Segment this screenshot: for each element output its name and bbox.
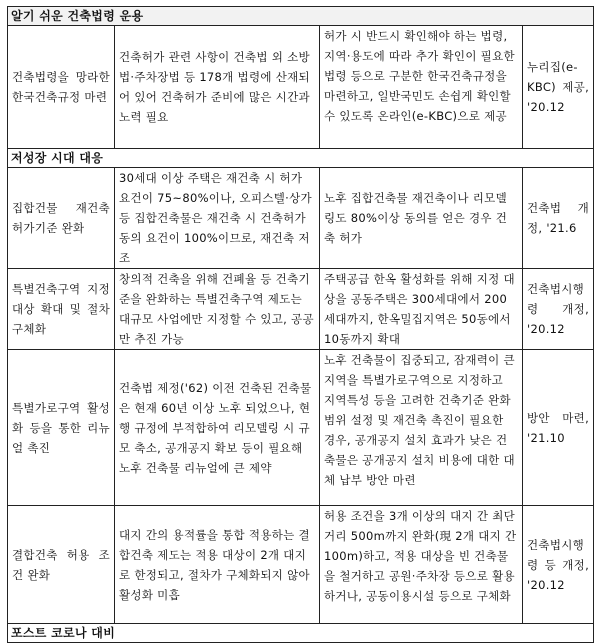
table-row bbox=[8, 26, 594, 149]
table-row bbox=[8, 506, 594, 624]
schedule-cell: 건축법 개정, '21.6 bbox=[523, 168, 594, 269]
schedule-cell: 방안 마련, '21.10 bbox=[523, 350, 594, 506]
task-cell: 특별건축구역 지정 대상 확대 및 절차 구체화 bbox=[8, 269, 115, 350]
problem-cell: 창의적 건축을 위해 건폐율 등 건축기준을 완화하는 특별건축구역 제도는 대규모 사업에만 지정할 수 있고, 공공만 추진 가능 bbox=[115, 269, 320, 350]
improvement-cell: 허가 시 반드시 확인해야 하는 법령, 지역·용도에 따라 추가 확인이 필요한 법령 등으로 구분한 한국건축규정을 마련하고, 일반국민도 손쉽게 확인할 수 있도록 온라인(e-KBC)으로 제공 bbox=[320, 26, 523, 149]
table-row bbox=[8, 350, 594, 506]
improvement-cell: 노후 집합건축물 재건축이나 리모델링도 80%이상 동의를 얻은 경우 건축 허가 bbox=[320, 168, 523, 269]
regulation-table bbox=[7, 6, 594, 643]
table-row bbox=[8, 168, 594, 269]
section-header-row bbox=[8, 7, 594, 26]
problem-cell: 30세대 이상 주택은 재건축 시 허가 요건이 75~80%이나, 오피스텔·상가 등 집합건축물은 재건축 시 건축허가 동의 요건이 100%이므로, 재건축 저조 bbox=[115, 168, 320, 269]
section-header-row bbox=[8, 624, 594, 643]
task-cell: 특별가로구역 활성화 등을 통한 리뉴얼 촉진 bbox=[8, 350, 115, 506]
section-header-row bbox=[8, 149, 594, 168]
table-row bbox=[8, 269, 594, 350]
section-title: 알기 쉬운 건축법령 운용 bbox=[8, 7, 594, 26]
improvement-cell: 주택공급 한옥 활성화를 위해 지정 대상을 공동주택은 300세대에서 200세대까지, 한옥밀집지역은 50동에서 10동까지 확대 bbox=[320, 269, 523, 350]
regulation-table-document bbox=[7, 6, 593, 643]
task-cell: 결합건축 허용 조건 완화 bbox=[8, 506, 115, 624]
schedule-cell: 건축법시행령 등 개정, '20.12 bbox=[523, 506, 594, 624]
improvement-cell: 노후 건축물이 집중되고, 잠재력이 큰 지역을 특별가로구역으로 지정하고 지역특성 등을 고려한 건축기준 완화범위 설정 및 재건축 촉진이 필요한 경우, 공개공지 설치 효과가 낮은 건축물은 공개공지 설치 비용에 대한 대체 납부 방안 마련 bbox=[320, 350, 523, 506]
task-cell: 집합건물 재건축 허가기준 완화 bbox=[8, 168, 115, 269]
schedule-cell: 누리집(e-KBC) 제공, '20.12 bbox=[523, 26, 594, 149]
problem-cell: 건축법 제정('62) 이전 건축된 건축물은 현재 60년 이상 노후 되었으나, 현행 규정에 부적합하여 리모델링 시 규모 축소, 공개공지 확보 등이 필요해 노후 건축물 리뉴얼에 큰 제약 bbox=[115, 350, 320, 506]
problem-cell: 건축허가 관련 사항이 건축법 외 소방법·주차장법 등 178개 법령에 산재되어 있어 건축허가 준비에 많은 시간과 노력 필요 bbox=[115, 26, 320, 149]
improvement-cell: 허용 조건을 3개 이상의 대지 간 최단거리 500m까지 완화(現 2개 대지 간 100m)하고, 적용 대상을 빈 건축물을 철거하고 공원·주차장 등으로 활용하거나, 공동이용시설 등으로 구체화 bbox=[320, 506, 523, 624]
task-cell: 건축법령을 망라한 한국건축규정 마련 bbox=[8, 26, 115, 149]
section-title: 포스트 코로나 대비 bbox=[8, 624, 594, 643]
schedule-cell: 건축법시행령 개정, '20.12 bbox=[523, 269, 594, 350]
section-title: 저성장 시대 대응 bbox=[8, 149, 594, 168]
problem-cell: 대지 간의 용적률을 통합 적용하는 결합건축 제도는 적용 대상이 2개 대지로 한정되고, 절차가 구체화되지 않아 활성화 미흡 bbox=[115, 506, 320, 624]
